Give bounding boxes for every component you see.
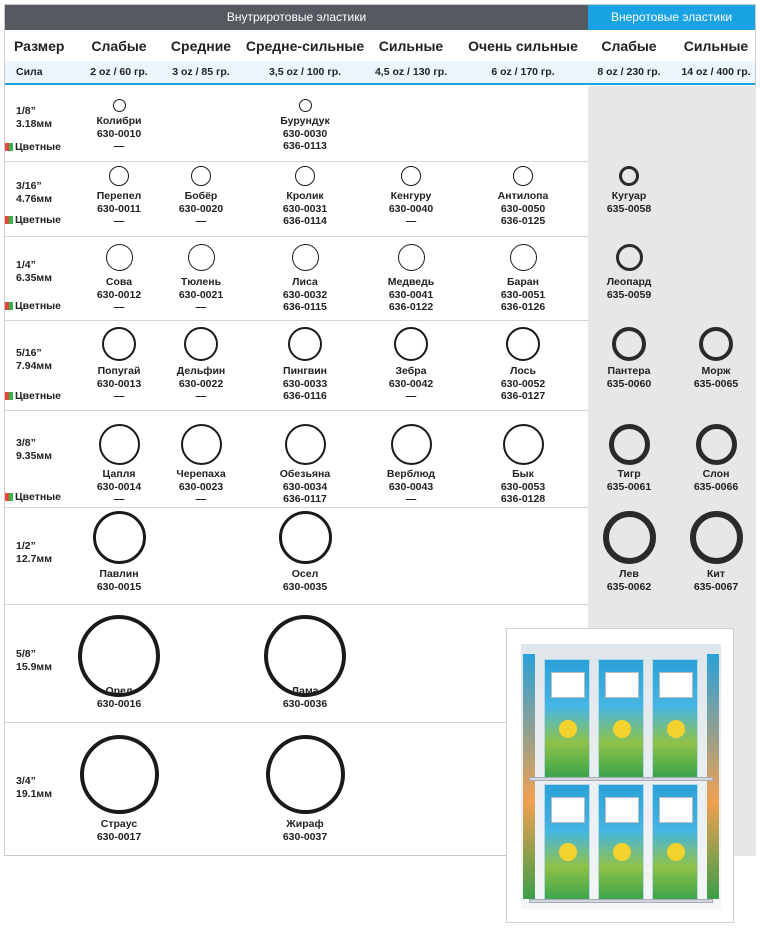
size-inch: 1/4” bbox=[16, 259, 36, 271]
elastic-cell bbox=[473, 190, 573, 228]
product-code: 630-0030 bbox=[282, 127, 328, 140]
elastic-cell bbox=[579, 365, 679, 390]
animal-name: Медведь bbox=[387, 276, 435, 288]
colored-product-code: — bbox=[195, 301, 207, 313]
elastic-ring-icon bbox=[93, 511, 146, 564]
animal-name: Баран bbox=[507, 276, 539, 288]
animal-name: Обезьяна bbox=[279, 468, 331, 480]
elastic-ring-icon bbox=[285, 424, 326, 465]
elastic-cell bbox=[579, 468, 679, 493]
elastic-ring-icon bbox=[191, 166, 211, 186]
animal-name: Леопард bbox=[606, 276, 652, 288]
size-label bbox=[16, 259, 52, 285]
product-code: 630-0023 bbox=[178, 480, 224, 493]
product-code: 630-0051 bbox=[500, 288, 546, 301]
elastic-cell bbox=[255, 365, 355, 403]
elastic-ring-icon bbox=[513, 166, 533, 186]
force-value-6: 8 oz / 230 гр. bbox=[597, 66, 661, 78]
elastic-cell bbox=[255, 115, 355, 153]
product-box bbox=[544, 659, 590, 779]
product-code: 630-0042 bbox=[388, 377, 434, 390]
product-box bbox=[598, 659, 644, 779]
size-mm: 9.35мм bbox=[16, 450, 52, 462]
size-label bbox=[16, 437, 52, 463]
colored-swatch-icon bbox=[5, 216, 13, 224]
elastic-ring-icon bbox=[266, 735, 345, 814]
row-separator bbox=[5, 604, 588, 605]
force-value-1: 2 oz / 60 гр. bbox=[90, 66, 148, 78]
size-mm: 4.76мм bbox=[16, 193, 52, 205]
colored-product-code: 636-0125 bbox=[500, 215, 546, 227]
product-code: 635-0065 bbox=[693, 377, 739, 390]
product-box bbox=[544, 784, 590, 902]
product-code: 630-0031 bbox=[282, 202, 328, 215]
animal-name: Кит bbox=[706, 568, 725, 580]
elastic-cell bbox=[151, 276, 251, 314]
elastic-cell bbox=[255, 685, 355, 710]
elastic-cell bbox=[579, 568, 679, 593]
elastic-cell bbox=[666, 568, 760, 593]
elastic-cell bbox=[255, 190, 355, 228]
colored-option-label bbox=[5, 390, 61, 402]
elastic-cell bbox=[255, 276, 355, 314]
elastic-cell bbox=[473, 276, 573, 314]
product-code: 635-0058 bbox=[606, 202, 652, 215]
colored-product-code: — bbox=[195, 215, 207, 227]
animal-name: Черепаха bbox=[176, 468, 226, 480]
elastic-cell bbox=[69, 685, 169, 710]
size-inch: 5/16” bbox=[16, 347, 42, 359]
animal-name: Пингвин bbox=[283, 365, 327, 377]
size-label bbox=[16, 540, 52, 566]
colored-product-code: 636-0126 bbox=[500, 301, 546, 313]
elastic-cell bbox=[151, 468, 251, 506]
product-code: 630-0034 bbox=[282, 480, 328, 493]
size-label bbox=[16, 775, 52, 801]
product-code: 630-0032 bbox=[282, 288, 328, 301]
colored-product-code: 636-0122 bbox=[388, 301, 434, 313]
elastic-ring-icon bbox=[619, 166, 639, 186]
force-value-5: 6 oz / 170 гр. bbox=[491, 66, 555, 78]
animal-name: Кролик bbox=[286, 190, 324, 202]
colored-text: Цветные bbox=[15, 214, 61, 226]
row-separator bbox=[5, 410, 588, 411]
elastic-cell bbox=[69, 115, 169, 153]
colored-product-code: — bbox=[195, 493, 207, 505]
extraoral-header: Внеротовые эластики bbox=[588, 5, 755, 30]
colored-product-code: — bbox=[195, 390, 207, 402]
product-code: 635-0059 bbox=[606, 288, 652, 301]
elastic-cell bbox=[579, 190, 679, 215]
column-header-4: Сильные bbox=[378, 38, 444, 54]
size-inch: 3/4” bbox=[16, 775, 36, 787]
product-code: 630-0040 bbox=[388, 202, 434, 215]
elastic-cell bbox=[255, 568, 355, 593]
elastic-ring-icon bbox=[612, 327, 646, 361]
colored-swatch-icon bbox=[5, 493, 13, 501]
elastic-cell bbox=[151, 365, 251, 403]
animal-name: Лиса bbox=[292, 276, 318, 288]
elastic-ring-icon bbox=[295, 166, 315, 186]
colored-product-code: — bbox=[113, 215, 125, 227]
product-code: 635-0066 bbox=[693, 480, 739, 493]
column-header-0: Размер bbox=[14, 38, 65, 54]
elastic-ring-icon bbox=[394, 327, 428, 361]
size-inch: 3/8” bbox=[16, 437, 36, 449]
elastic-ring-icon bbox=[299, 99, 312, 112]
elastic-ring-icon bbox=[188, 244, 215, 271]
colored-product-code: — bbox=[113, 140, 125, 152]
colored-text: Цветные bbox=[15, 141, 61, 153]
animal-name: Тюлень bbox=[180, 276, 222, 288]
colored-swatch-icon bbox=[5, 392, 13, 400]
row-separator bbox=[5, 236, 588, 237]
colored-product-code: — bbox=[113, 390, 125, 402]
force-value-0: Сила bbox=[16, 66, 43, 78]
product-code: 630-0021 bbox=[178, 288, 224, 301]
colored-product-code: 636-0127 bbox=[500, 390, 546, 402]
animal-name: Тигр bbox=[617, 468, 641, 480]
size-mm: 12.7мм bbox=[16, 553, 52, 565]
size-mm: 15.9мм bbox=[16, 661, 52, 673]
product-code: 630-0035 bbox=[282, 580, 328, 593]
animal-name: Перепел bbox=[96, 190, 142, 202]
elastic-cell bbox=[473, 365, 573, 403]
size-inch: 1/8” bbox=[16, 105, 36, 117]
product-code: 635-0061 bbox=[606, 480, 652, 493]
elastic-ring-icon bbox=[279, 511, 332, 564]
colored-product-code: — bbox=[113, 301, 125, 313]
size-inch: 5/8” bbox=[16, 648, 36, 660]
colored-product-code: — bbox=[405, 215, 417, 227]
product-box bbox=[652, 659, 698, 779]
product-code: 630-0013 bbox=[96, 377, 142, 390]
elastic-ring-icon bbox=[113, 99, 126, 112]
product-code: 635-0067 bbox=[693, 580, 739, 593]
row-separator bbox=[5, 722, 588, 723]
animal-name: Лама bbox=[291, 685, 319, 697]
size-label bbox=[16, 105, 52, 131]
animal-name: Сова bbox=[105, 276, 133, 288]
colored-product-code: — bbox=[405, 493, 417, 505]
size-mm: 6.35мм bbox=[16, 272, 52, 284]
colored-swatch-icon bbox=[5, 302, 13, 310]
elastic-ring-icon bbox=[609, 424, 650, 465]
product-code: 630-0020 bbox=[178, 202, 224, 215]
product-code: 630-0037 bbox=[282, 830, 328, 843]
size-inch: 3/16” bbox=[16, 180, 42, 192]
elastic-ring-icon bbox=[699, 327, 733, 361]
product-code: 630-0014 bbox=[96, 480, 142, 493]
display-stand-illustration bbox=[521, 644, 721, 909]
animal-name: Бык bbox=[512, 468, 534, 480]
colored-product-code: — bbox=[113, 493, 125, 505]
elastic-ring-icon bbox=[503, 424, 544, 465]
colored-option-label bbox=[5, 214, 61, 226]
animal-name: Лось bbox=[510, 365, 536, 377]
elastic-ring-icon bbox=[696, 424, 737, 465]
row-separator bbox=[5, 507, 588, 508]
product-code: 630-0050 bbox=[500, 202, 546, 215]
display-shelf bbox=[529, 899, 713, 903]
colored-text: Цветные bbox=[15, 390, 61, 402]
size-label bbox=[16, 648, 52, 674]
elastic-cell bbox=[361, 365, 461, 403]
elastic-cell bbox=[473, 468, 573, 506]
elastic-cell bbox=[69, 818, 169, 843]
elastic-ring-icon bbox=[603, 511, 656, 564]
product-box bbox=[652, 784, 698, 902]
product-code: 630-0041 bbox=[388, 288, 434, 301]
colored-option-label bbox=[5, 491, 61, 503]
elastic-ring-icon bbox=[398, 244, 425, 271]
animal-name: Павлин bbox=[99, 568, 139, 580]
elastic-cell bbox=[255, 468, 355, 506]
colored-product-code: 636-0128 bbox=[500, 493, 546, 505]
elastic-cell bbox=[666, 468, 760, 493]
elastic-ring-icon bbox=[184, 327, 218, 361]
colored-product-code: — bbox=[405, 390, 417, 402]
animal-name: Антилопа bbox=[497, 190, 549, 202]
elastic-ring-icon bbox=[102, 327, 136, 361]
size-mm: 7.94мм bbox=[16, 360, 52, 372]
animal-name: Осел bbox=[291, 568, 319, 580]
product-code: 630-0043 bbox=[388, 480, 434, 493]
elastic-ring-icon bbox=[401, 166, 421, 186]
elastic-ring-icon bbox=[292, 244, 319, 271]
elastic-ring-icon bbox=[106, 244, 133, 271]
row-separator bbox=[5, 320, 588, 321]
column-header-6: Слабые bbox=[601, 38, 657, 54]
elastic-cell bbox=[579, 276, 679, 301]
product-code: 630-0033 bbox=[282, 377, 328, 390]
product-box bbox=[598, 784, 644, 902]
elastic-ring-icon bbox=[690, 511, 743, 564]
elastic-ring-icon bbox=[391, 424, 432, 465]
display-shelf bbox=[529, 777, 713, 781]
colored-product-code: 636-0115 bbox=[283, 301, 327, 313]
animal-name: Кугуар bbox=[611, 190, 647, 202]
elastic-cell bbox=[666, 365, 760, 390]
colored-swatch-icon bbox=[5, 143, 13, 151]
colored-text: Цветные bbox=[15, 300, 61, 312]
colored-text: Цветные bbox=[15, 491, 61, 503]
colored-product-code: 636-0117 bbox=[283, 493, 327, 505]
colored-option-label bbox=[5, 141, 61, 153]
elastic-ring-icon bbox=[616, 244, 643, 271]
elastic-ring-icon bbox=[80, 735, 159, 814]
row-separator bbox=[5, 161, 588, 162]
animal-name: Колибри bbox=[96, 115, 142, 127]
elastic-cell bbox=[361, 468, 461, 506]
elastic-ring-icon bbox=[288, 327, 322, 361]
elastic-cell bbox=[255, 818, 355, 843]
product-code: 630-0010 bbox=[96, 127, 142, 140]
animal-name: Лев bbox=[619, 568, 639, 580]
product-code: 630-0012 bbox=[96, 288, 142, 301]
animal-name: Бобёр bbox=[184, 190, 218, 202]
colored-product-code: 636-0116 bbox=[283, 390, 327, 402]
product-code: 630-0011 bbox=[97, 202, 141, 215]
elastic-cell bbox=[361, 190, 461, 228]
product-code: 630-0053 bbox=[500, 480, 546, 493]
elastic-ring-icon bbox=[109, 166, 129, 186]
product-code: 630-0015 bbox=[96, 580, 142, 593]
elastic-ring-icon bbox=[99, 424, 140, 465]
product-code: 630-0016 bbox=[96, 697, 142, 710]
force-value-3: 3,5 oz / 100 гр. bbox=[268, 66, 342, 78]
colored-product-code: 636-0114 bbox=[283, 215, 327, 227]
product-code: 635-0062 bbox=[606, 580, 652, 593]
animal-name: Пантера bbox=[607, 365, 651, 377]
column-header-5: Очень сильные bbox=[468, 38, 578, 54]
size-mm: 3.18мм bbox=[16, 118, 52, 130]
animal-name: Бурундук bbox=[280, 115, 330, 127]
elastic-ring-icon bbox=[181, 424, 222, 465]
force-value-7: 14 oz / 400 гр. bbox=[681, 66, 751, 78]
size-label bbox=[16, 180, 52, 206]
intraoral-header: Внутриротовые эластики bbox=[5, 5, 588, 30]
animal-name: Слон bbox=[702, 468, 730, 480]
elastic-cell bbox=[361, 276, 461, 314]
column-header-7: Сильные bbox=[683, 38, 749, 54]
animal-name: Орел bbox=[105, 685, 133, 697]
force-value-4: 4,5 oz / 130 гр. bbox=[374, 66, 448, 78]
animal-name: Страус bbox=[100, 818, 138, 830]
size-label bbox=[16, 347, 52, 373]
animal-name: Попугай bbox=[97, 365, 141, 377]
column-header-2: Средние bbox=[170, 38, 232, 54]
product-code: 635-0060 bbox=[606, 377, 652, 390]
product-code: 630-0052 bbox=[500, 377, 546, 390]
elastic-ring-icon bbox=[510, 244, 537, 271]
animal-name: Цапля bbox=[102, 468, 136, 480]
animal-name: Зебра bbox=[395, 365, 427, 377]
animal-name: Жираф bbox=[286, 818, 324, 830]
column-header-3: Средне-сильные bbox=[245, 38, 365, 54]
colored-product-code: 636-0113 bbox=[283, 140, 327, 152]
product-code: 630-0022 bbox=[178, 377, 224, 390]
size-inch: 1/2” bbox=[16, 540, 36, 552]
column-header-1: Слабые bbox=[91, 38, 147, 54]
animal-name: Дельфин bbox=[176, 365, 226, 377]
force-value-2: 3 oz / 85 гр. bbox=[172, 66, 230, 78]
animal-name: Кенгуру bbox=[390, 190, 432, 202]
elastic-cell bbox=[69, 568, 169, 593]
size-mm: 19.1мм bbox=[16, 788, 52, 800]
animal-name: Морж bbox=[701, 365, 731, 377]
animal-name: Верблюд bbox=[386, 468, 436, 480]
elastic-ring-icon bbox=[506, 327, 540, 361]
colored-option-label bbox=[5, 300, 61, 312]
product-code: 630-0036 bbox=[282, 697, 328, 710]
elastic-cell bbox=[151, 190, 251, 228]
product-display-photo bbox=[506, 628, 734, 923]
product-code: 630-0017 bbox=[96, 830, 142, 843]
